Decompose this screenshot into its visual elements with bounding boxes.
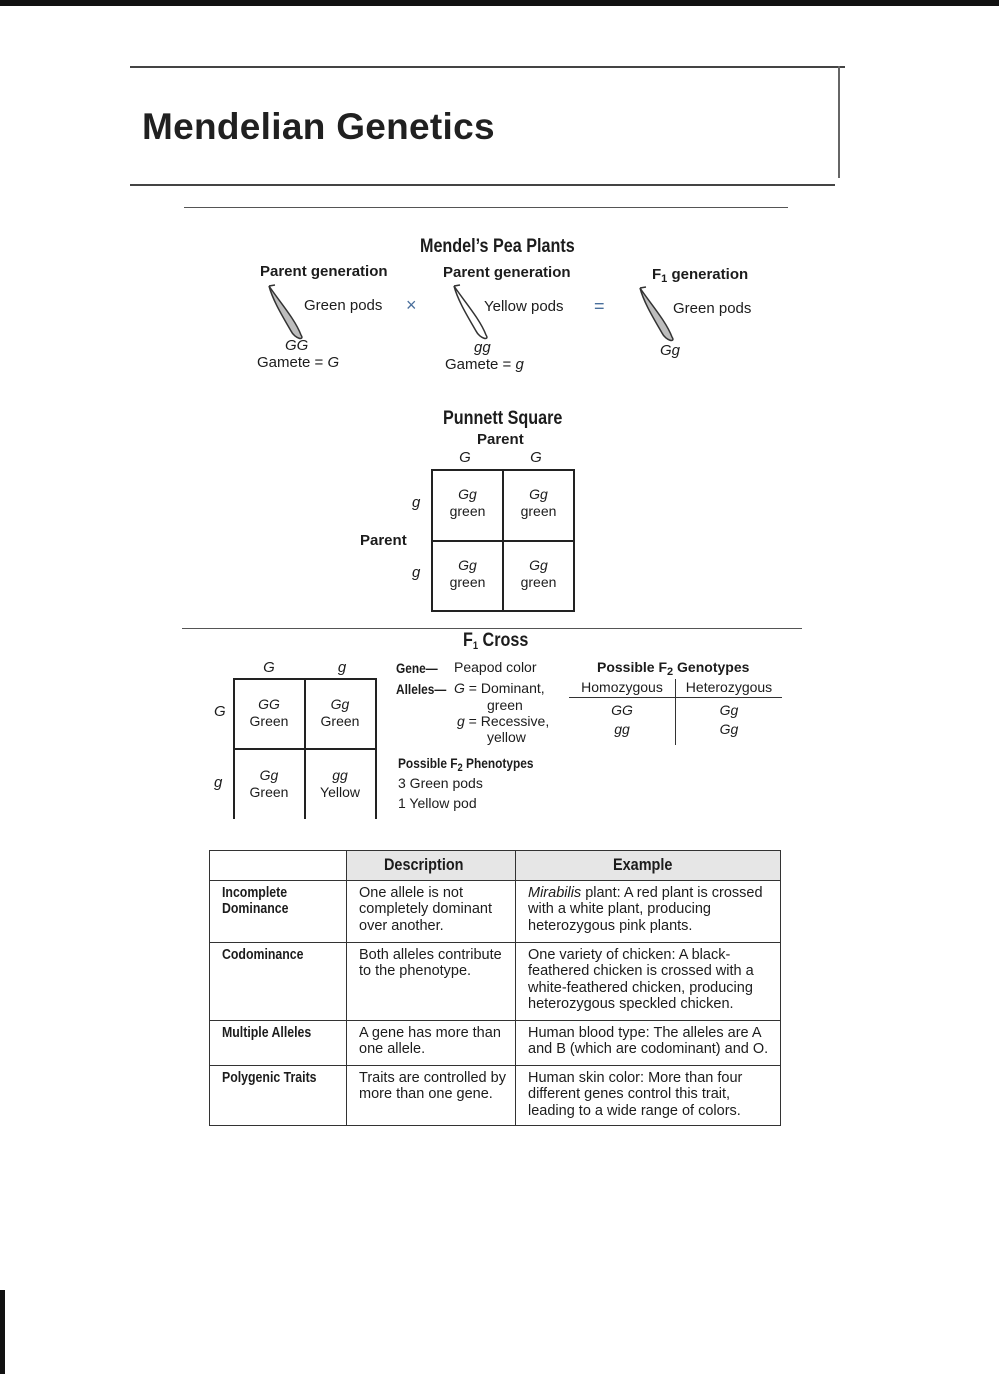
heterozygous-value: Gg [719, 702, 739, 718]
section-divider-1 [184, 207, 788, 208]
f1-generation-label: $F_1$ generation [652, 266, 749, 285]
genotypes-column-rule [675, 679, 676, 745]
parent1-label: Parent generation [260, 263, 388, 280]
trait-example: One variety of chicken: A black-feathered chicken is crossed with a white-feathered chicken, producing heterozygous speckled chicken. [516, 942, 781, 1020]
trait-description: Both alleles contribute to the phenotype. [347, 942, 516, 1020]
phenotype-item: 3 Green pods [398, 775, 483, 791]
parent2-label: Parent generation [443, 264, 571, 281]
f1-side-allele: g [214, 774, 223, 791]
alleles-label: Alleles— [396, 681, 447, 697]
allele1-color: green [487, 697, 523, 713]
trait-description: A gene has more than one allele. [347, 1020, 516, 1065]
punnett-top-allele: G [530, 449, 542, 466]
f1-top-allele: G [263, 659, 275, 676]
f1-cross-heading: $F_1$ Cross [463, 630, 529, 652]
f1-genotype: Gg [660, 342, 681, 359]
homozygous-value: gg [614, 721, 630, 737]
title-rule-right [838, 66, 840, 178]
phenotype-item: 1 Yellow pod [398, 795, 477, 811]
scan-left-edge [0, 1290, 5, 1374]
f1-grid-right-line [375, 678, 377, 819]
table-row [210, 942, 781, 1020]
trait-example: Human skin color: More than four different genes control this trait, leading to a wide range of colors. [516, 1065, 781, 1125]
equals-symbol: = [594, 296, 605, 316]
trait-label: Multiple Alleles [210, 1020, 347, 1065]
inheritance-patterns-table [209, 850, 781, 1126]
table-header-example: Example [516, 851, 781, 881]
allele1-def: G = Dominant, [454, 680, 545, 696]
trait-description: One allele is not completely dominant over another. [347, 880, 516, 942]
cross-symbol: × [406, 295, 417, 315]
punnett-top-allele: G [459, 449, 471, 466]
allele2-def: g = Recessive, [457, 713, 550, 729]
trait-label: Incomplete Dominance [210, 880, 347, 942]
trait-example: Mirabilis plant: A red plant is crossed with a white plant, producing heterozygous pink plants. [516, 880, 781, 942]
trait-description: Traits are controlled by more than one gene. [347, 1065, 516, 1125]
punnett-cell-text: Gg green [520, 486, 557, 519]
punnett-side-allele: g [412, 564, 421, 581]
punnett-top-parent: Parent [477, 431, 524, 448]
f1-cell-text: Gg Green [249, 767, 289, 800]
parent2-genotype: gg [474, 339, 491, 356]
f1-pod-label: Green pods [673, 300, 752, 317]
phenotypes-heading: Possible $F_2$ Phenotypes [398, 755, 534, 774]
page-title: Mendelian Genetics [142, 106, 495, 147]
table-row [210, 1020, 781, 1065]
f1-cell-text: gg Yellow [320, 767, 360, 800]
parent1-gamete: Gamete = G [257, 354, 340, 371]
f1-cell-text: GG Green [249, 696, 289, 729]
pea-plants-heading: Mendel’s Pea Plants [420, 236, 575, 257]
genotypes-heading: Possible $F_2$ Genotypes [597, 659, 750, 678]
allele2-color: yellow [487, 729, 526, 745]
gene-value: Peapod color [454, 659, 537, 675]
punnett-side-allele: g [412, 494, 421, 511]
homozygous-value: GG [611, 702, 633, 718]
trait-label: Codominance [210, 942, 347, 1020]
f1-top-allele: g [337, 659, 347, 676]
f1-side-allele: G [214, 703, 226, 720]
punnett-cell-text: Gg green [449, 557, 486, 590]
parent2-pod-label: Yellow pods [484, 298, 564, 315]
parent1-pod-label: Green pods [304, 297, 383, 314]
heterozygous-header: Heterozygous [685, 679, 773, 695]
punnett-cell-text: Gg green [520, 557, 557, 590]
table-header-blank [210, 851, 347, 881]
punnett-side-parent: Parent [360, 532, 407, 549]
parent1-genotype: GG [285, 337, 309, 354]
title-rule-top [130, 66, 845, 68]
homozygous-header: Homozygous [581, 679, 663, 695]
section-divider-2 [182, 628, 802, 629]
table-header-row [210, 851, 781, 881]
heterozygous-value: Gg [719, 721, 739, 737]
parent2-gamete: Gamete = g [445, 356, 524, 373]
f1-cell-text: Gg Green [320, 696, 360, 729]
scan-top-edge [0, 0, 999, 6]
trait-label: Polygenic Traits [210, 1065, 347, 1125]
punnett-heading: Punnett Square [443, 408, 563, 429]
table-row [210, 1065, 781, 1125]
gene-label: Gene— [396, 660, 438, 676]
punnett-cell-text: Gg green [449, 486, 486, 519]
title-rule-bottom [130, 184, 835, 186]
table-row [210, 880, 781, 942]
table-header-description: Description [347, 851, 516, 881]
trait-example: Human blood type: The alleles are A and B (which are codominant) and O. [516, 1020, 781, 1065]
